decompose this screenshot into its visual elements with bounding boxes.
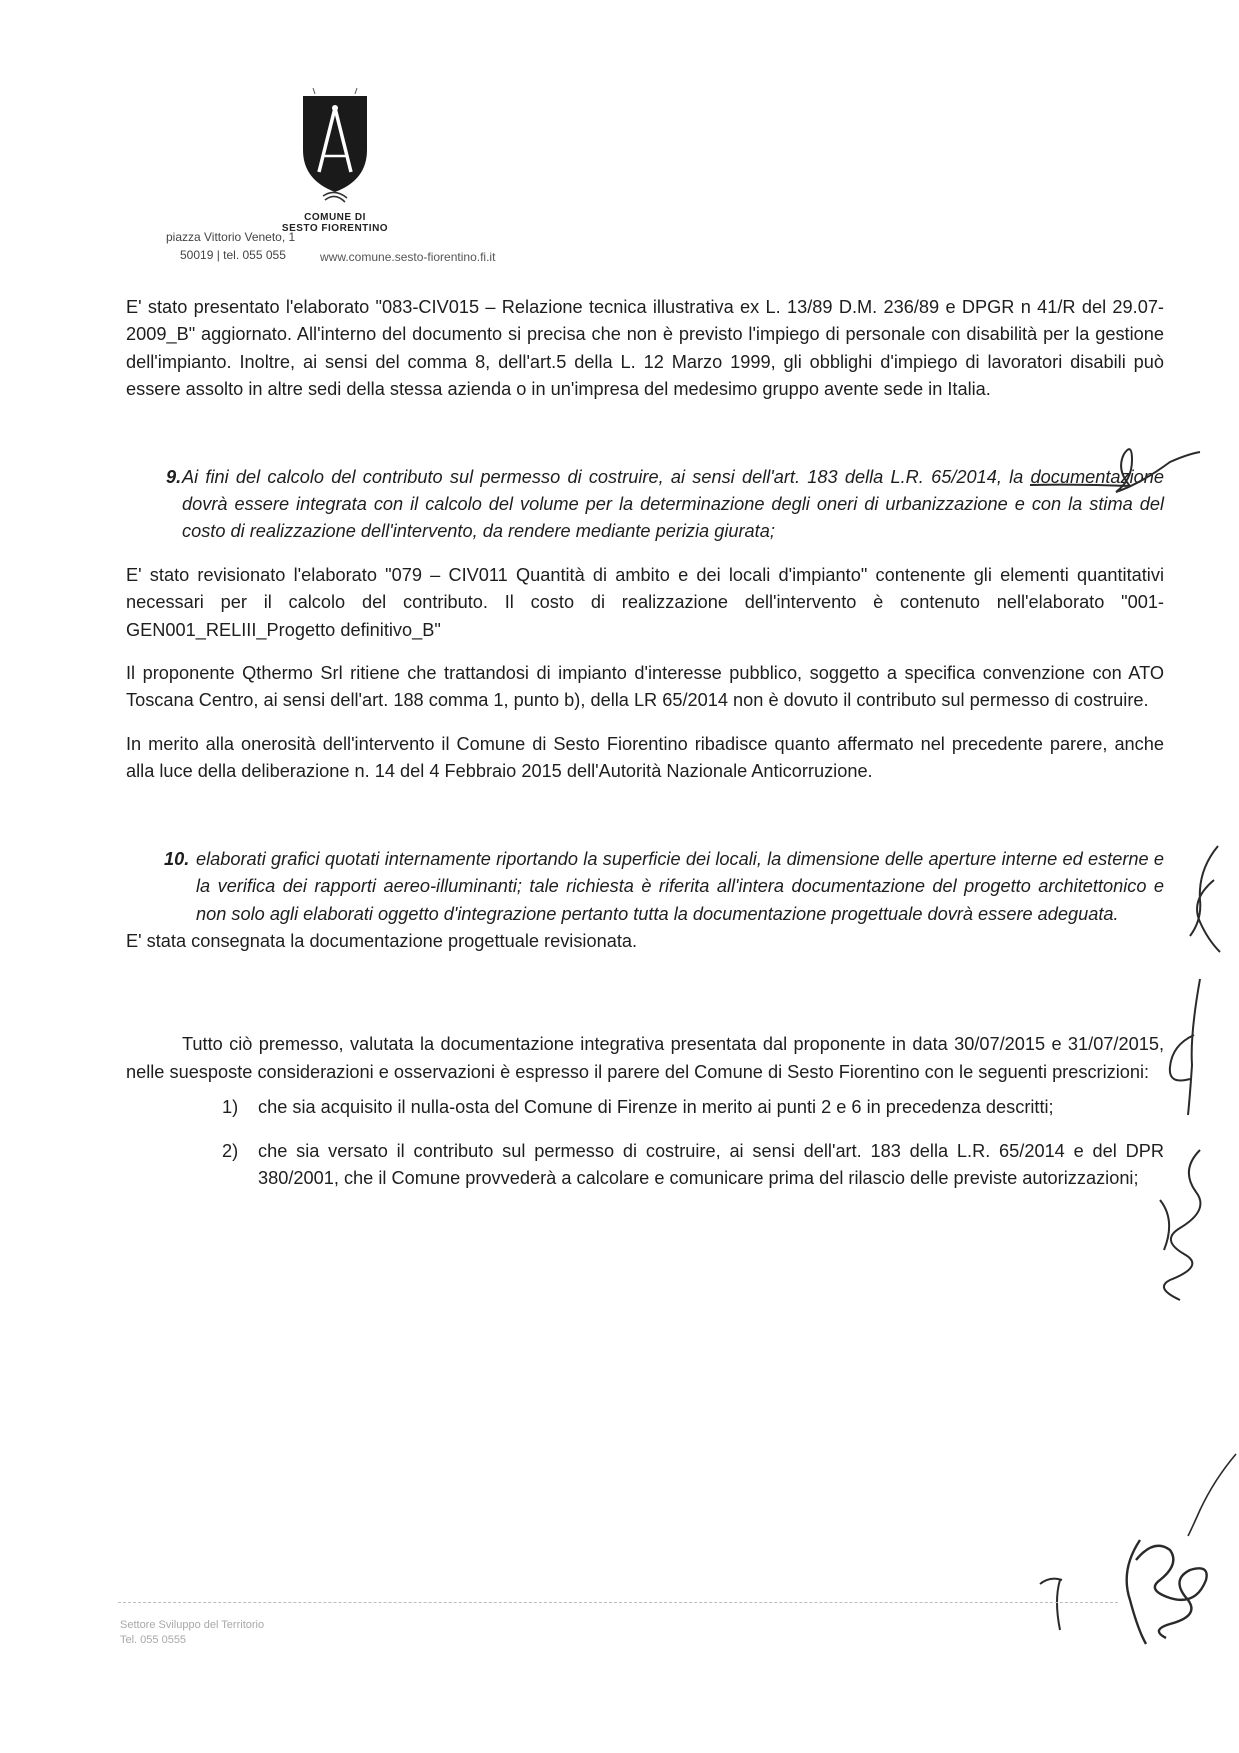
prescription-item — [126, 1138, 1164, 1193]
footer-divider — [118, 1602, 1118, 1603]
response-paragraph: E' stato revisionato l'elaborato "079 – CIV011 Quantità di ambito e dei locali d'impianto" contenente gli elementi quantitativi necessari per il calcolo del contributo. Il costo di realizzazione dell'intervento è contenuto nell'elaborato "001-GEN001_RELIII_Progetto definitivo_B" — [126, 564, 1164, 640]
signature-initials — [1140, 1140, 1230, 1320]
requirement-number: 9. — [166, 466, 182, 487]
footer — [120, 1618, 264, 1648]
prescription-number: 2) — [222, 1140, 239, 1161]
comune-line2: SESTO FIORENTINO — [281, 223, 389, 234]
prescription-item — [126, 1094, 1164, 1121]
requirement-item-9 — [126, 464, 1164, 546]
requirement-item-10 — [126, 846, 1164, 928]
prescription-number: 1) — [222, 1097, 239, 1118]
intro-paragraph: E' stato presentato l'elaborato "083-CIV015 – Relazione tecnica illustrativa ex L. 13/89 D.M. 236/89 e DPGR n 41/R del 29.07-2009_B" aggiornato. All'interno del documento si precisa che non è previsto l'impiego di personale con disabilità per la gestione dell'impianto. Inoltre, ai sensi del comma 8, dell'art.5 della L. 12 Marzo 1999, gli obblighi d'impiego di lavoratori disabili può essere assolto in altre sedi della stessa azienda o in un'impresa del medesimo gruppo avente sede in Italia. — [126, 297, 1164, 400]
signature-initials — [1170, 840, 1230, 960]
website-link[interactable]: www.comune.sesto-fiorentino.fi.it — [320, 250, 496, 264]
municipal-crest-icon — [275, 88, 395, 208]
prescription-text: che sia acquisito il nulla-osta del Comune di Firenze in merito ai punti 2 e 6 in precedenza descritti; — [258, 1097, 1054, 1118]
prescription-text: che sia versato il contributo sul permesso di costruire, ai sensi dell'art. 183 della L.R. 65/2014 e del DPR 380/2001, che il Comune provvederà a calcolare e comunicare prima del rilascio delle previste autorizzazioni; — [258, 1140, 1164, 1188]
requirement-number: 10. — [164, 848, 190, 869]
letterhead — [150, 80, 570, 270]
address-line2: 50019 | tel. 055 055 — [180, 248, 286, 262]
conclusion-paragraph: Tutto ciò premesso, valutata la documentazione integrativa presentata dal proponente in data 30/07/2015 e 31/07/2015, nelle suesposte considerazioni e osservazioni è espresso il parere del Comune di Sesto Fiorentino con le seguenti prescrizioni: — [126, 1034, 1164, 1082]
response-paragraph: Il proponente Qthermo Srl ritiene che trattandosi di impianto d'interesse pubblico, soggetto a specifica convenzione con ATO Toscana Centro, ai sensi dell'art. 188 comma 1, punto b), della LR 65/2014 non è dovuto il contributo sul permesso di costruire. — [126, 663, 1164, 711]
address-line1: piazza Vittorio Veneto, 1 — [166, 230, 296, 244]
response-paragraph: In merito alla onerosità dell'intervento il Comune di Sesto Fiorentino ribadisce quanto affermato nel precedente parere, anche alla luce della deliberazione n. 14 del 4 Febbraio 2015 dell'Autorità Nazionale Anticorruzione. — [126, 733, 1164, 782]
requirement-text: elaborati grafici quotati internamente riportando la superficie dei locali, la dimensione delle aperture interne ed esterne e la verifica dei rapporti aereo-illuminanti; tale richiesta è riferita all'intera documentazione del progetto architettonico e non solo agli elaborati oggetto d'integrazione pertanto tutta la documentazione progettuale dovrà essere adeguata. — [196, 848, 1164, 924]
signature — [1020, 1520, 1220, 1650]
footer-line1: Settore Sviluppo del Territorio — [120, 1619, 265, 1631]
response-paragraph: E' stata consegnata la documentazione progettuale revisionata. — [126, 930, 638, 951]
document-body — [126, 294, 1164, 1192]
footer-line2: Tel. 055 0555 — [120, 1634, 187, 1646]
comune-line1: COMUNE DI — [304, 212, 366, 223]
signature-initials — [1160, 975, 1220, 1125]
signature-initials — [1020, 440, 1220, 510]
requirement-text: Ai fini del calcolo del contributo sul permesso di costruire, ai sensi dell'art. 183 della L.R. 65/2014, la documentazione dovrà essere integrata con il calcolo del volume per la determinazione degli oneri di urbanizzazione e con la stima del costo di realizzazione dell'intervento, da rendere mediante perizia giurata; — [182, 466, 1164, 542]
